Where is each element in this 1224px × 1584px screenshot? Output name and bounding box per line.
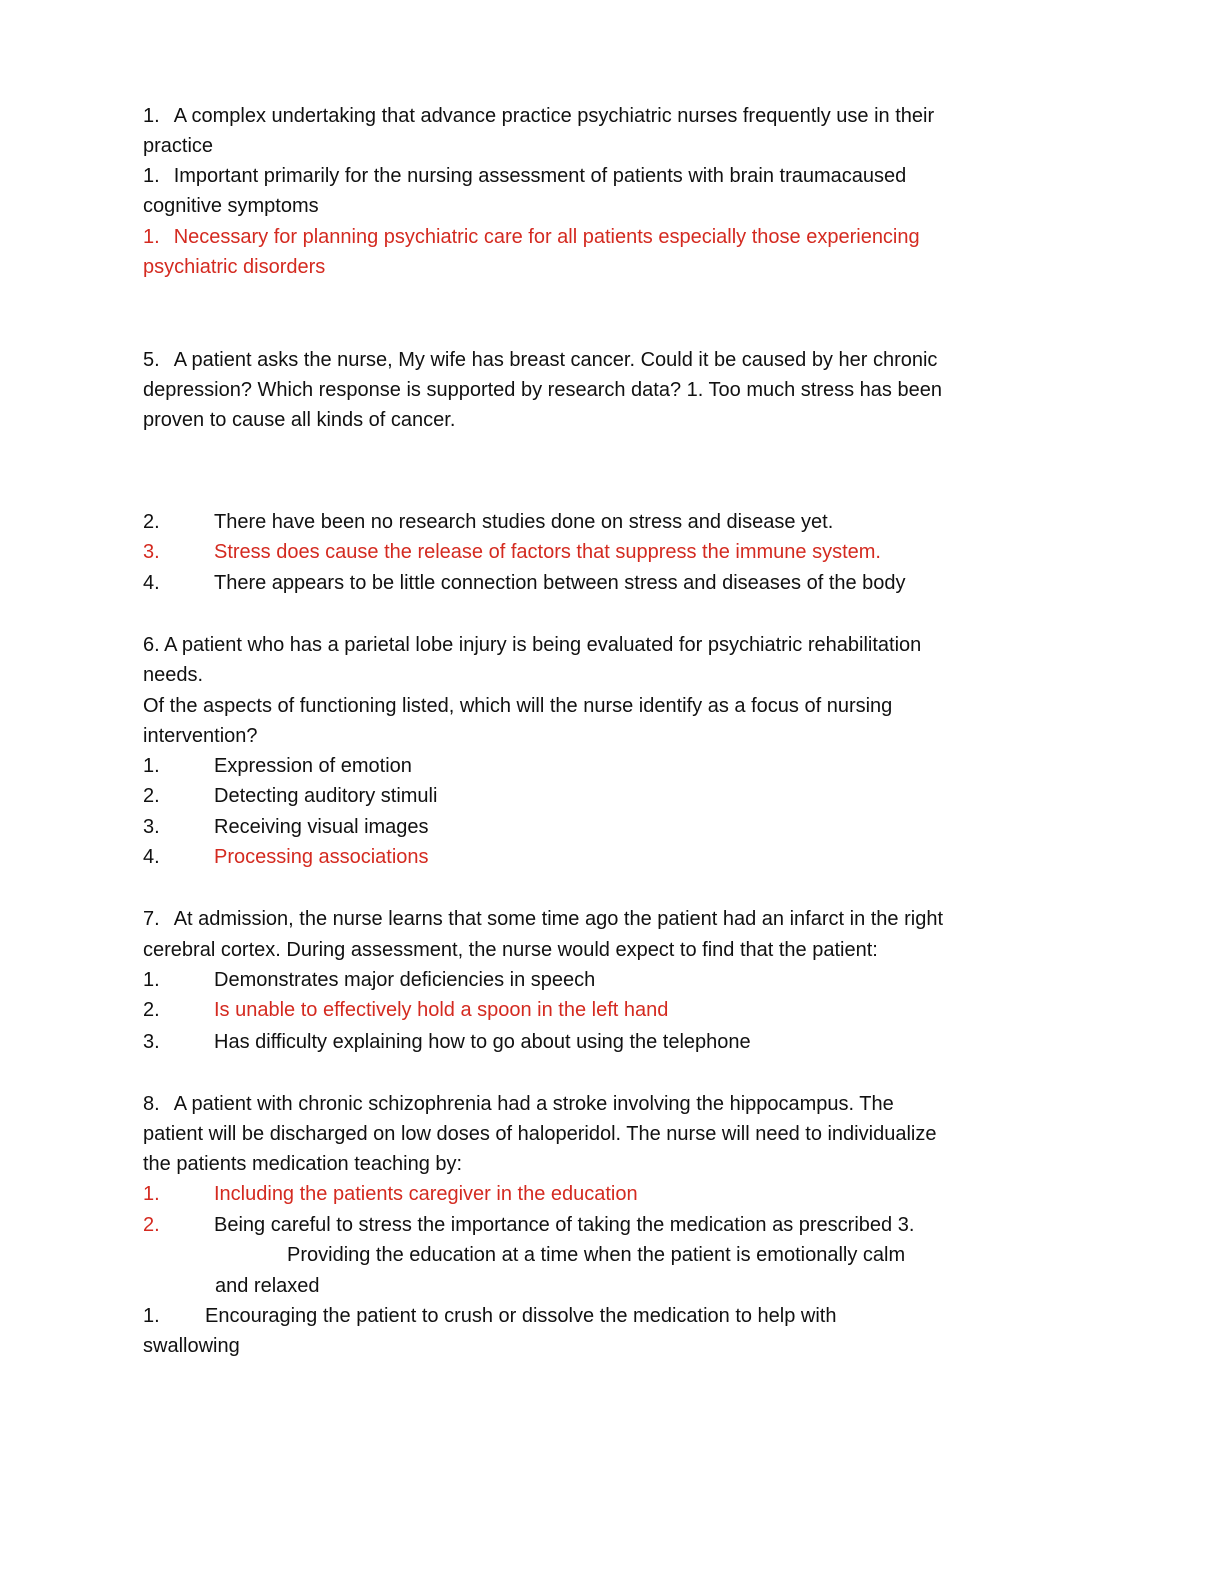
q8-last-option-line2: swallowing (143, 1335, 240, 1357)
q5-option-number: 2. (143, 511, 160, 533)
block1-answer-number: 1. (143, 226, 160, 248)
q7-line2: cerebral cortex. During assessment, the nurse would expect to find that the patient: (143, 939, 878, 961)
q6-line1: 6. A patient who has a parietal lobe injury is being evaluated for psychiatric rehabilitation (143, 634, 922, 656)
q7-answer-number: 2. (143, 999, 160, 1021)
q8-option-text: Being careful to stress the importance of taking the medication as prescribed 3. (214, 1214, 915, 1236)
q6-line4: intervention? (143, 725, 258, 747)
q5-number: 5. (143, 349, 160, 371)
block1-line3 (143, 164, 906, 188)
block1-line3-text: Important primarily for the nursing assessment of patients with brain traumacaused (173, 165, 907, 187)
q6-option-number: 2. (143, 785, 160, 807)
q8-continuation-line2: and relaxed (215, 1275, 320, 1297)
block1-line1 (143, 104, 934, 128)
block1-answer-line2: psychiatric disorders (143, 256, 326, 278)
q8-last-option-number: 1. (143, 1305, 160, 1327)
q6-option-text: Receiving visual images (214, 816, 429, 838)
q7-line1 (143, 907, 943, 931)
q6-line3: Of the aspects of functioning listed, which will the nurse identify as a focus of nursing (143, 695, 893, 717)
q5-answer-number: 3. (143, 541, 160, 563)
q6-option-text: Detecting auditory stimuli (214, 785, 438, 807)
q7-option-number: 1. (143, 969, 160, 991)
block1-answer-text: Necessary for planning psychiatric care for all patients especially those experiencing (173, 226, 920, 248)
block1-line1-number: 1. (143, 105, 160, 127)
q7-text: At admission, the nurse learns that some time ago the patient had an infarct in the right (173, 908, 944, 930)
q8-answer-text: Including the patients caregiver in the education (214, 1183, 638, 1205)
q8-continuation-line1: Providing the education at a time when the patient is emotionally calm (287, 1244, 906, 1266)
q8-number: 8. (143, 1093, 160, 1115)
q8-answer-number: 1. (143, 1183, 160, 1205)
q7-option-number: 3. (143, 1031, 160, 1053)
block1-line1-text: A complex undertaking that advance practice psychiatric nurses frequently use in their (173, 105, 935, 127)
q8-text: A patient with chronic schizophrenia had a stroke involving the hippocampus. The (173, 1093, 894, 1115)
block1-line4: cognitive symptoms (143, 195, 319, 217)
q5-answer-text: Stress does cause the release of factors that suppress the immune system. (214, 541, 881, 563)
block1-answer-line1 (143, 225, 920, 249)
q5-line1 (143, 348, 937, 372)
q5-text: A patient asks the nurse, My wife has breast cancer. Could it be caused by her chronic (173, 349, 938, 371)
q5-line3: proven to cause all kinds of cancer. (143, 409, 456, 431)
q6-option-number: 3. (143, 816, 160, 838)
q8-line1 (143, 1092, 894, 1116)
q5-line2: depression? Which response is supported by research data? 1. Too much stress has been (143, 379, 942, 401)
block1-line2: practice (143, 135, 214, 157)
q5-option-text: There have been no research studies done on stress and disease yet. (214, 511, 834, 533)
q8-line2: patient will be discharged on low doses of haloperidol. The nurse will need to individualize (143, 1123, 937, 1145)
q5-option-text: There appears to be little connection between stress and diseases of the body (214, 572, 906, 594)
q8-line3: the patients medication teaching by: (143, 1153, 463, 1175)
q5-option-number: 4. (143, 572, 160, 594)
q6-option-number: 1. (143, 755, 160, 777)
q7-answer-text: Is unable to effectively hold a spoon in the left hand (214, 999, 669, 1021)
q6-answer-text: Processing associations (214, 846, 429, 868)
q8-last-option-text: Encouraging the patient to crush or dissolve the medication to help with (205, 1305, 837, 1327)
q6-answer-number: 4. (143, 846, 160, 868)
block1-line3-number: 1. (143, 165, 160, 187)
q6-line2: needs. (143, 664, 204, 686)
q7-option-text: Has difficulty explaining how to go about using the telephone (214, 1031, 751, 1053)
q6-option-text: Expression of emotion (214, 755, 412, 777)
q7-option-text: Demonstrates major deficiencies in speech (214, 969, 596, 991)
q8-answer-number: 2. (143, 1214, 160, 1236)
q7-number: 7. (143, 908, 160, 930)
